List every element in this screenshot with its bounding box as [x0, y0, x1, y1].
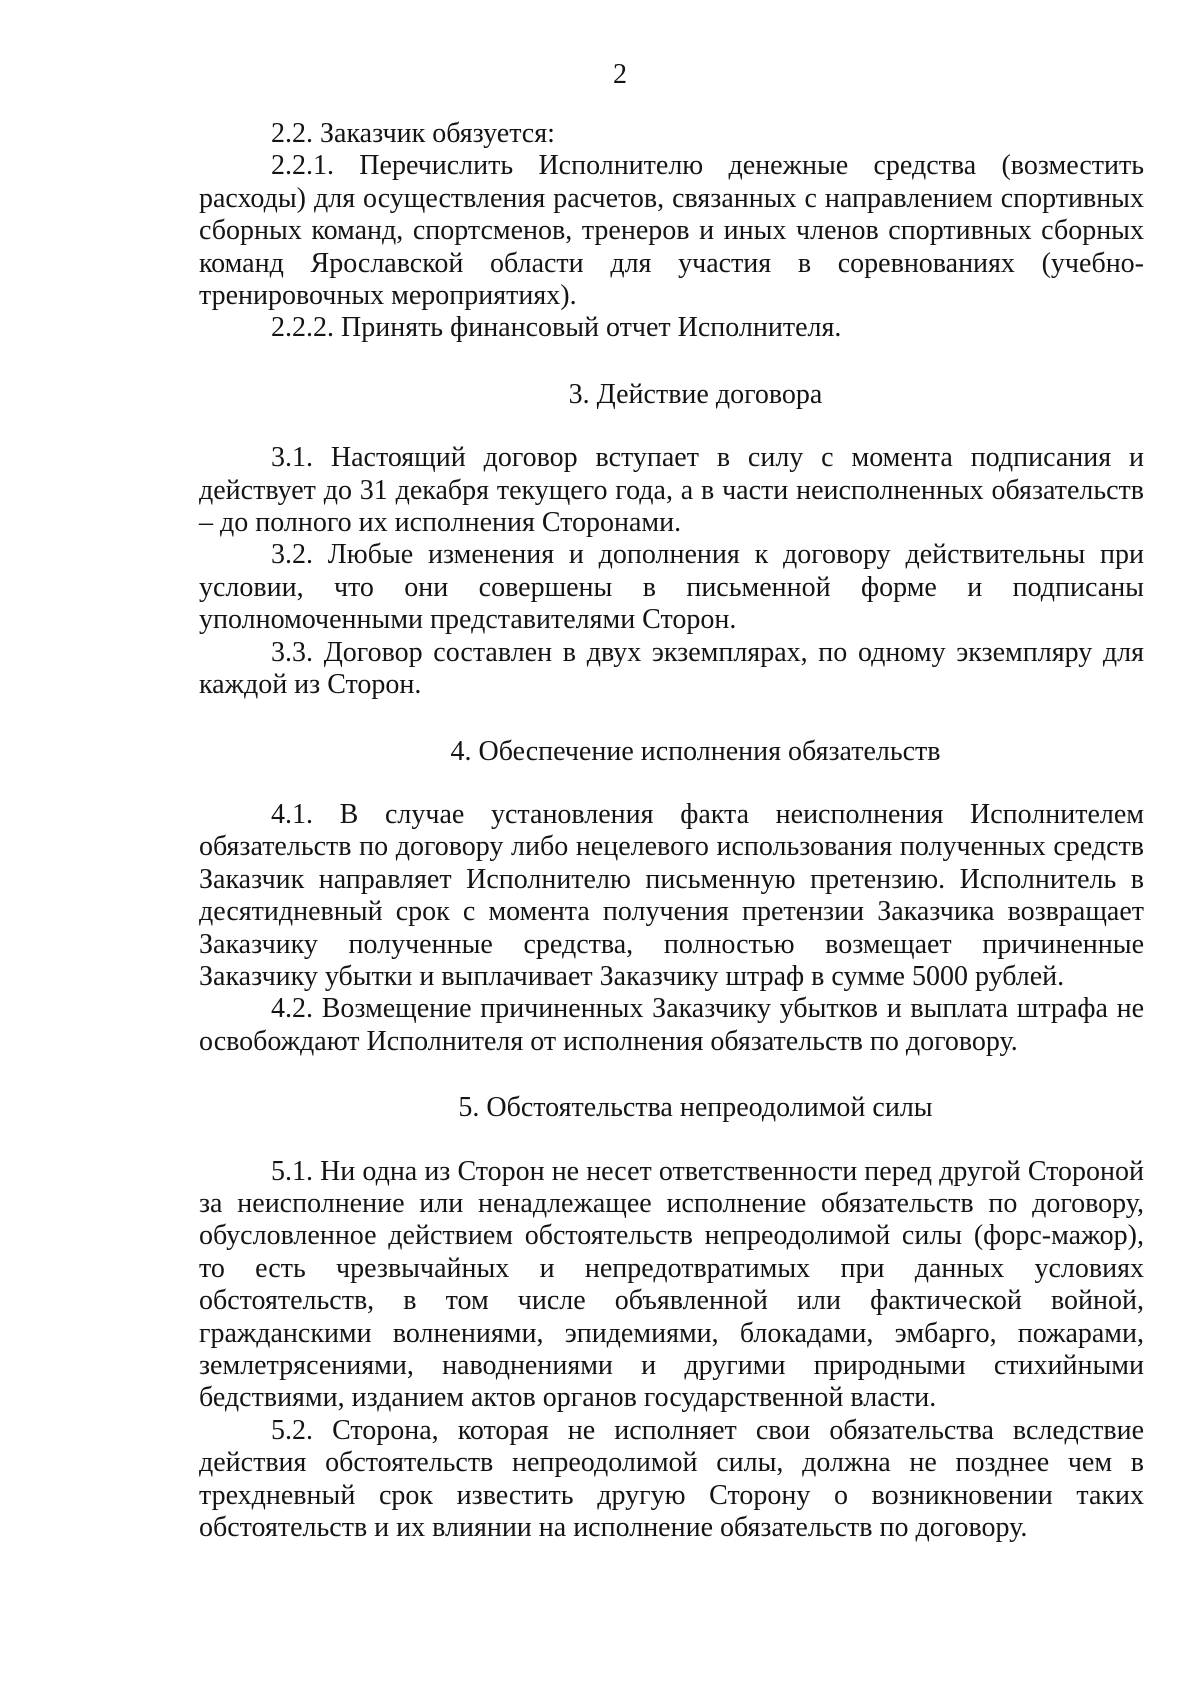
clause-3-3: 3.3. Договор составлен в двух экземплярах, по одному экземпляру для каждой из Сторон.	[199, 636, 1144, 701]
clause-2-2: 2.2. Заказчик обязуется:	[271, 118, 555, 149]
section-4-heading: 4. Обеспечение исполнения обязательств	[450, 735, 941, 767]
section-5-heading: 5. Обстоятельства непреодолимой силы	[458, 1092, 933, 1124]
clause-5-1: 5.1. Ни одна из Сторон не несет ответственности перед другой Стороной за неисполнение или ненадлежащее исполнение обязательств по договору, обусловленное действием обстоятельств непреодолимой силы (форс-мажор), то есть чрезвычайных и непредотвратимых при данных условиях обстоятельств, в том числе объявленной или фактической войной, гражданскими волнениями, эпидемиями, блокадами, эмбарго, пожарами, землетрясениями, наводнениями и другими природными стихийными бедствиями, изданием актов органов государственной власти.	[199, 1155, 1144, 1414]
clause-2-2-1: 2.2.1. Перечислить Исполнителю денежные средства (возместить расходы) для осуществления расчетов, связанных с направлением спортивных сборных команд, спортсменов, тренеров и иных членов спортивных сборных команд Ярославской области для участия в соревнованиях (учебно-тренировочных мероприятиях).	[199, 150, 1144, 312]
document-body	[199, 118, 1144, 1544]
clause-4-1: 4.1. В случае установления факта неисполнения Исполнителем обязательств по договору либо нецелевого использования полученных средств Заказчик направляет Исполнителю письменную претензию. Исполнитель в десятидневный срок с момента получения претензии Заказчика возвращает Заказчику полученные средства, полностью возмещает причиненные Заказчику убытки и выплачивает Заказчику штраф в сумме 5000 рублей.	[199, 798, 1144, 992]
clause-5-2: 5.2. Сторона, которая не исполняет свои обязательства вследствие действия обстоятельств непреодолимой силы, должна не позднее чем в трехдневный срок известить другую Сторону о возникновении таких обстоятельств и их влиянии на исполнение обязательств по договору.	[199, 1414, 1144, 1544]
clause-3-1: 3.1. Настоящий договор вступает в силу с момента подписания и действует до 31 декабря текущего года, а в части неисполненных обязательств – до полного их исполнения Сторонами.	[199, 442, 1144, 539]
page-number: 2	[613, 59, 627, 90]
clause-2-2-2: 2.2.2. Принять финансовый отчет Исполнителя.	[271, 312, 842, 344]
clause-3-2: 3.2. Любые изменения и дополнения к договору действительны при условии, что они совершены в письменной форме и подписаны уполномоченными представителями Сторон.	[199, 539, 1144, 636]
section-3-heading: 3. Действие договора	[568, 378, 823, 410]
clause-4-2: 4.2. Возмещение причиненных Заказчику убытков и выплата штрафа не освобождают Исполнителя от исполнения обязательств по договору.	[199, 993, 1144, 1057]
